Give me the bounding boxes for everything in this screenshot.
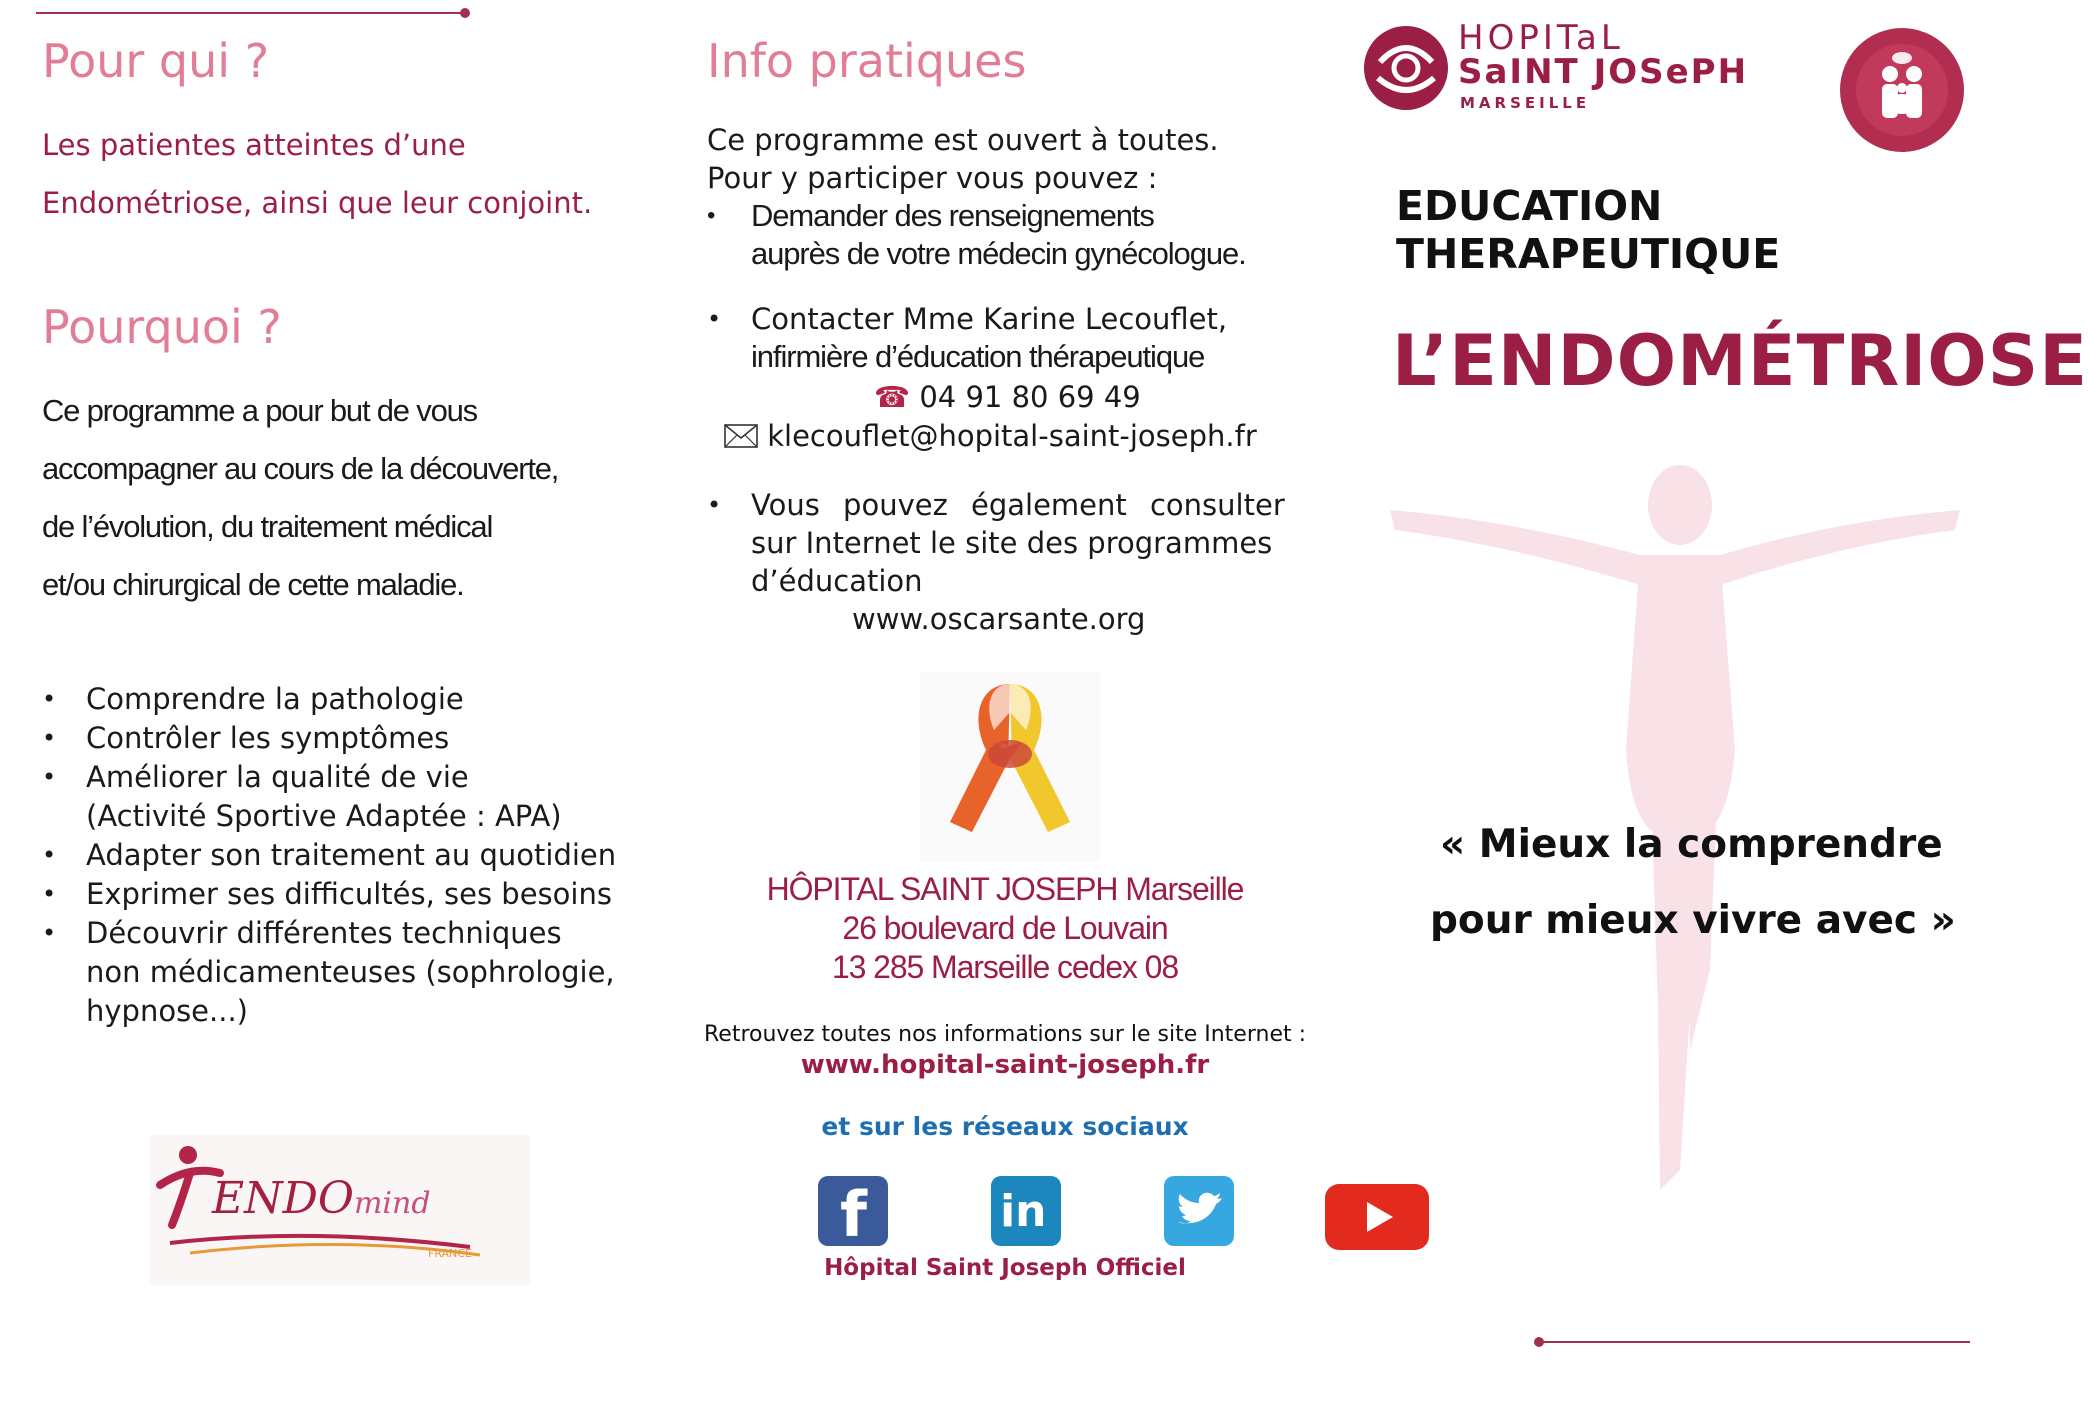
address-name: HÔPITAL SAINT JOSEPH Marseille xyxy=(766,871,1244,907)
info-list-3 xyxy=(707,486,1307,600)
email-row xyxy=(724,417,1257,455)
intro-line: Ce programme est ouvert à toutes. xyxy=(707,123,1219,157)
endomind-logo xyxy=(150,1135,530,1285)
list-item: • Comprendre la pathologie xyxy=(42,680,616,719)
info-list-1 xyxy=(707,197,1246,273)
twitter-icon[interactable] xyxy=(1164,1176,1234,1246)
list-item: • Découvrir différentes techniques non médicamenteuses (sophrologie, hypnose...) xyxy=(42,914,616,1031)
top-divider xyxy=(36,12,466,14)
address-street: 26 boulevard de Louvain xyxy=(842,910,1168,946)
pour-qui-heading: Pour qui ? xyxy=(42,34,270,88)
logo-line3: MARSEILLE xyxy=(1460,94,1591,112)
endomind-country: FRANCE xyxy=(428,1247,472,1260)
hospital-logo xyxy=(1360,18,1760,122)
pourquoi-heading: Pourquoi ? xyxy=(42,300,282,354)
top-divider-dot xyxy=(460,8,470,18)
intro-line: Pour y participer vous pouvez : xyxy=(707,161,1158,195)
objectives-list xyxy=(42,680,616,1031)
ribbon-icon xyxy=(920,672,1100,862)
pourquoi-line: Ce programme a pour but de vous xyxy=(42,393,477,428)
list-item: • Demander des renseignements auprès de votre médecin gynécologue. xyxy=(707,197,1246,273)
logo-line2: SaINT JOSePH xyxy=(1458,52,1749,92)
email-link[interactable]: klecouflet@hopital-saint-joseph.fr xyxy=(767,419,1257,453)
main-title: L’ENDOMÉTRIOSE xyxy=(1392,320,2088,402)
quote-line-2: pour mieux vivre avec » xyxy=(1430,898,1956,943)
education-title: EDUCATION THERAPEUTIQUE xyxy=(1396,182,1781,278)
facebook-icon[interactable]: f xyxy=(818,1176,888,1246)
linkedin-icon[interactable]: in xyxy=(991,1176,1061,1246)
pour-qui-line: Les patientes atteintes d’une xyxy=(42,128,466,162)
info-intro xyxy=(707,121,1307,197)
info-pratiques-heading: Info pratiques xyxy=(707,34,1027,88)
pourquoi-line: accompagner au cours de la découverte, xyxy=(42,451,559,486)
list-item: • Adapter son traitement au quotidien xyxy=(42,836,616,875)
phone-row xyxy=(874,378,1141,416)
pourquoi-line: et/ou chirurgical de cette maladie. xyxy=(42,567,464,602)
bottom-divider-dot xyxy=(1534,1337,1544,1347)
endomind-brand: ENDOmind xyxy=(212,1173,431,1224)
list-item: • Contrôler les symptômes xyxy=(42,719,616,758)
social-icons xyxy=(818,1176,1208,1251)
list-item: • Contacter Mme Karine Lecouflet, infirmière d’éducation thérapeutique xyxy=(707,300,1227,376)
hospital-emblem-icon xyxy=(1360,22,1452,114)
list-item: • Vous pouvez également consulter sur Internet le site des programmes d’éducation xyxy=(707,486,1307,600)
pour-qui-text xyxy=(42,116,592,232)
list-item: • Améliorer la qualité de vie (Activité Sportive Adaptée : APA) xyxy=(42,758,616,836)
address-city: 13 285 Marseille cedex 08 xyxy=(831,949,1179,985)
envelope-icon xyxy=(724,424,758,448)
logo-line1: HOPITaL xyxy=(1458,18,1624,58)
pour-qui-line: Endométriose, ainsi que leur conjoint. xyxy=(42,186,593,220)
quote-line-1: « Mieux la comprendre xyxy=(1440,822,1943,867)
info-list-2 xyxy=(707,300,1227,376)
oscar-link[interactable]: www.oscarsante.org xyxy=(852,602,1146,636)
hospital-address xyxy=(700,870,1310,987)
list-item: • Exprimer ses difficultés, ses besoins xyxy=(42,875,616,914)
phone-icon: ☎ xyxy=(874,380,911,414)
website-intro: Retrouvez toutes nos informations sur le site Internet : xyxy=(703,1022,1307,1047)
family-badge-icon xyxy=(1840,28,1964,152)
social-intro: et sur les réseaux sociaux xyxy=(821,1112,1189,1141)
bottom-divider xyxy=(1540,1341,1970,1343)
phone-number[interactable]: 04 91 80 69 49 xyxy=(919,380,1141,414)
pourquoi-text xyxy=(42,382,558,614)
social-handle[interactable]: Hôpital Saint Joseph Officiel xyxy=(824,1255,1186,1281)
pourquoi-line: de l’évolution, du traitement médical xyxy=(42,509,493,544)
website-link[interactable]: www.hopital-saint-joseph.fr xyxy=(800,1050,1210,1080)
